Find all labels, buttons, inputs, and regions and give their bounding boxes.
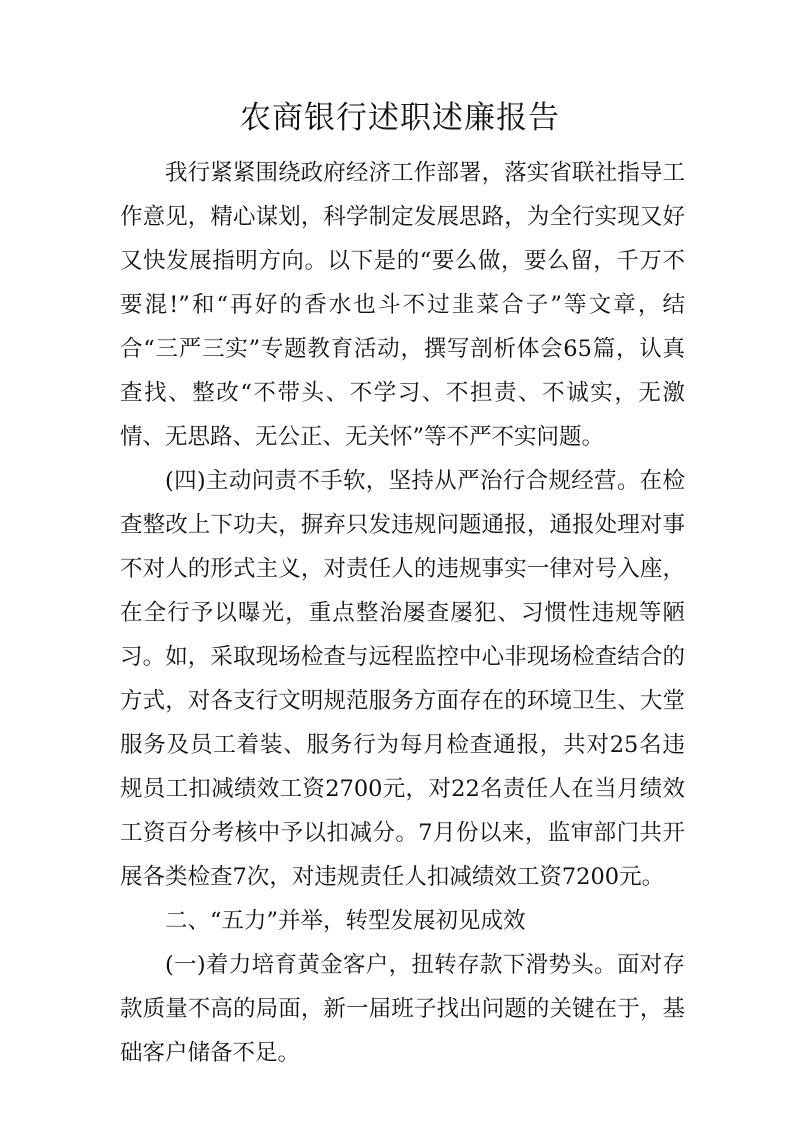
document-title: 农商银行述职述廉报告 [240,100,560,136]
paragraph-customers: (一)着力培育黄金客户，扭转存款下滑势头。面对存款质量不高的局面，新一届班子找出问题的关键在于，基础客户储备不足。 [120,952,685,1066]
document-body [120,151,685,1075]
section-heading: 二、“五力”并举，转型发展初见成效 [165,908,526,934]
paragraph-accountability: (四)主动问责不手软，坚持从严治行合规经营。在检查整改上下功夫，摒弃只发违规问题通报，通报处理对事不对人的形式主义，对责任人的违规事实一律对号入座，在全行予以曝光，重点整治屡查屡犯、习惯性违规等陋习。如，采取现场检查与远程监控中心非现场检查结合的方式，对各支行文明规范服务方面存在的环境卫生、大堂服务及员工着装、服务行为每月检查通报，共对25名违规员工扣减绩效工资2700元，对22名责任人在当月绩效工资百分考核中予以扣减分。7月份以来，监审部门共开展各类检查7次，对违规责任人扣减绩效工资7200元。 [120,468,685,890]
paragraph-intro: 我行紧紧围绕政府经济工作部署，落实省联社指导工作意见，精心谋划，科学制定发展思路，为全行实现又好又快发展指明方向。以下是的“要么做，要么留，千万不要混!”和“再好的香水也斗不过韭菜合子”等文章，结合“三严三实”专题教育活动，撰写剖析体会65篇，认真查找、整改“不带头、不学习、不担责、不诚实，无激情、无思路、无公正、无关怀”等不严不实问题。 [120,160,685,450]
